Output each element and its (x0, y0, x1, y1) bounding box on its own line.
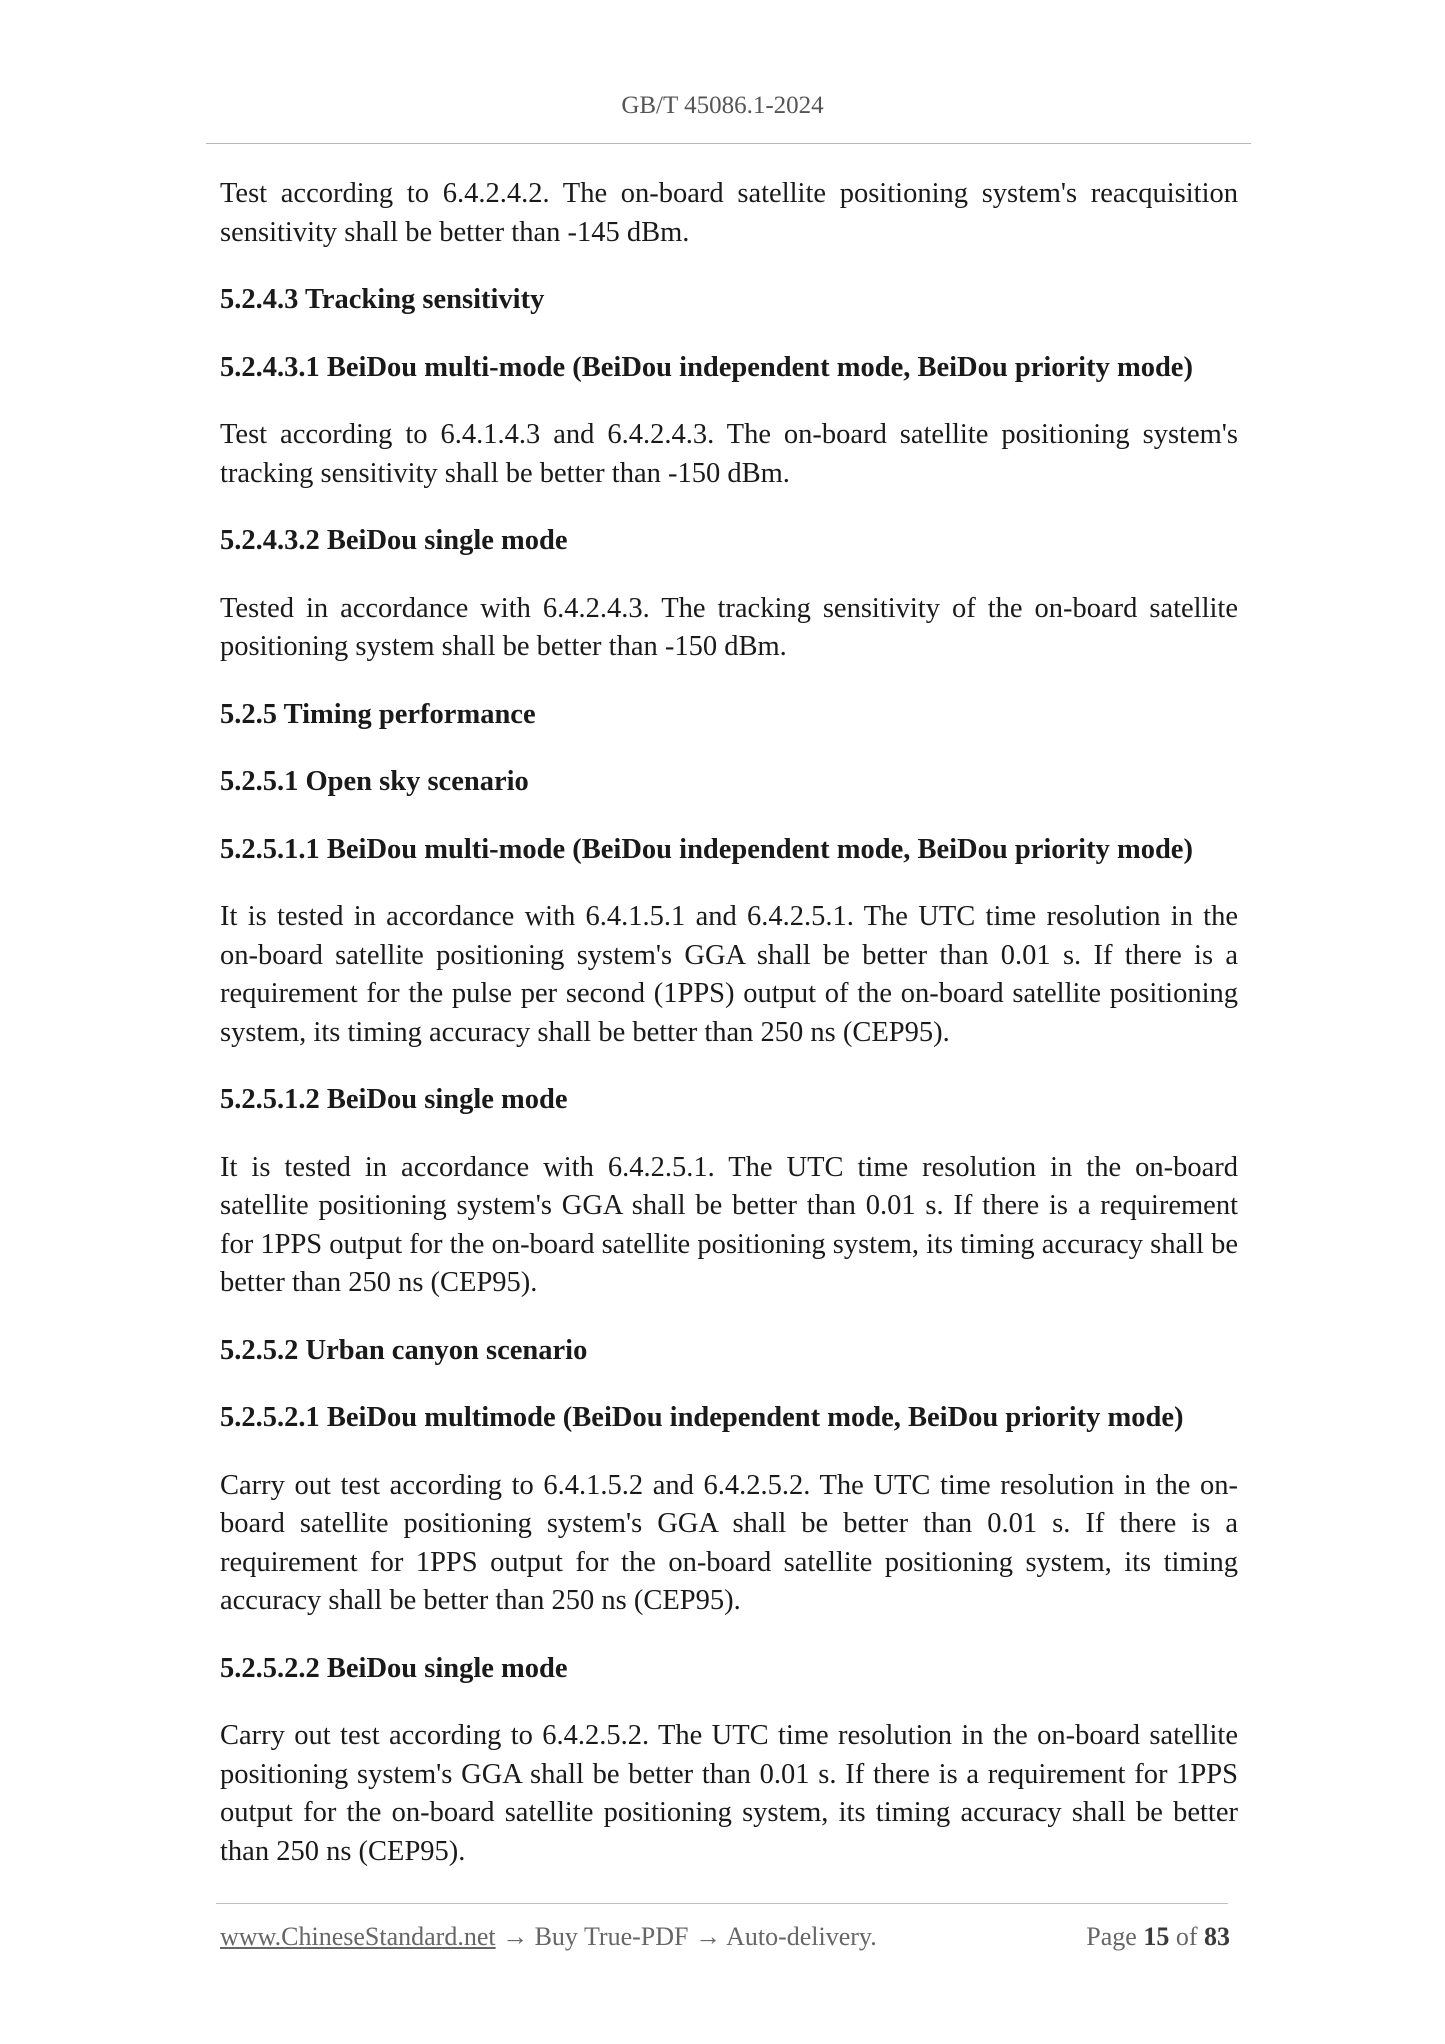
current-page: 15 (1143, 1922, 1170, 1951)
auto-delivery-text: Auto-delivery. (726, 1922, 877, 1951)
footer-divider (216, 1903, 1228, 1904)
buy-true-pdf-text: Buy True-PDF (534, 1922, 689, 1951)
paragraph-open-sky-single-mode: It is tested in accordance with 6.4.2.5.1. The UTC time resolution in the on-board satellite positioning system's GGA shall be better than 0.01 s. If there is a requirement for 1PPS output for the on-board satellite positioning system, its timing accuracy shall be better than 250 ns (CEP95). (220, 1151, 1238, 1298)
heading-5-2-5-1-1: 5.2.5.1.1 BeiDou multi-mode (BeiDou independent mode, BeiDou priority mode) (220, 833, 1193, 865)
page-number (1086, 1922, 1230, 1952)
heading-5-2-5-2-1: 5.2.5.2.1 BeiDou multimode (BeiDou independent mode, BeiDou priority mode) (220, 1402, 1184, 1433)
paragraph-urban-canyon-multi-mode: Carry out test according to 6.4.1.5.2 and 6.4.2.5.2. The UTC time resolution in the on-board satellite positioning system's GGA shall be better than 0.01 s. If there is a requirement for 1PPS output for the on-board satellite positioning system, its timing accuracy shall be better than 250 ns (CEP95). (220, 1469, 1238, 1616)
paragraph-tracking-multi-mode: Test according to 6.4.1.4.3 and 6.4.2.4.3. The on-board satellite positioning system's tracking sensitivity shall be better than -150 dBm. (220, 419, 1238, 489)
arrow-right-icon: → (695, 1922, 721, 1951)
header-title: GB/T 45086.1-2024 (621, 92, 824, 119)
heading-5-2-5: 5.2.5 Timing performance (220, 698, 536, 730)
paragraph-reacquisition-sensitivity: Test according to 6.4.2.4.2. The on-board satellite positioning system's reacquisition sensitivity shall be better than -145 dBm. (220, 178, 1238, 248)
header-divider (206, 143, 1251, 144)
heading-5-2-5-1-2: 5.2.5.1.2 BeiDou single mode (220, 1084, 568, 1115)
heading-5-2-5-2-2: 5.2.5.2.2 BeiDou single mode (220, 1652, 568, 1684)
of-label: of (1175, 1922, 1198, 1951)
paragraph-open-sky-multi-mode: It is tested in accordance with 6.4.1.5.1 and 6.4.2.5.1. The UTC time resolution in the on-board satellite positioning system's GGA shall be better than 0.01 s. If there is a requirement for the pulse per second (1PPS) output of the on-board satellite positioning system, its timing accuracy shall be better than 250 ns (CEP95). (220, 901, 1238, 1048)
total-pages: 83 (1204, 1922, 1230, 1951)
footer-left (220, 1922, 877, 1952)
website-link[interactable]: www.ChineseStandard.net (220, 1922, 496, 1951)
heading-5-2-4-3-2: 5.2.4.3.2 BeiDou single mode (220, 525, 568, 556)
arrow-right-icon: → (502, 1922, 529, 1951)
paragraph-urban-canyon-single-mode: Carry out test according to 6.4.2.5.2. The UTC time resolution in the on-board satellite positioning system's GGA shall be better than 0.01 s. If there is a requirement for 1PPS output for the on-board satellite positioning system, its timing accuracy shall be better than 250 ns (CEP95). (220, 1720, 1238, 1867)
heading-5-2-4-3: 5.2.4.3 Tracking sensitivity (220, 284, 545, 315)
heading-5-2-5-2: 5.2.5.2 Urban canyon scenario (220, 1334, 588, 1366)
page-label: Page (1086, 1922, 1137, 1951)
document-body (220, 175, 1238, 1871)
heading-5-2-5-1: 5.2.5.1 Open sky scenario (220, 766, 529, 797)
paragraph-tracking-single-mode: Tested in accordance with 6.4.2.4.3. The tracking sensitivity of the on-board satellite positioning system shall be better than -150 dBm. (220, 592, 1238, 662)
heading-5-2-4-3-1: 5.2.4.3.1 BeiDou multi-mode (BeiDou independent mode, BeiDou priority mode) (220, 351, 1193, 383)
